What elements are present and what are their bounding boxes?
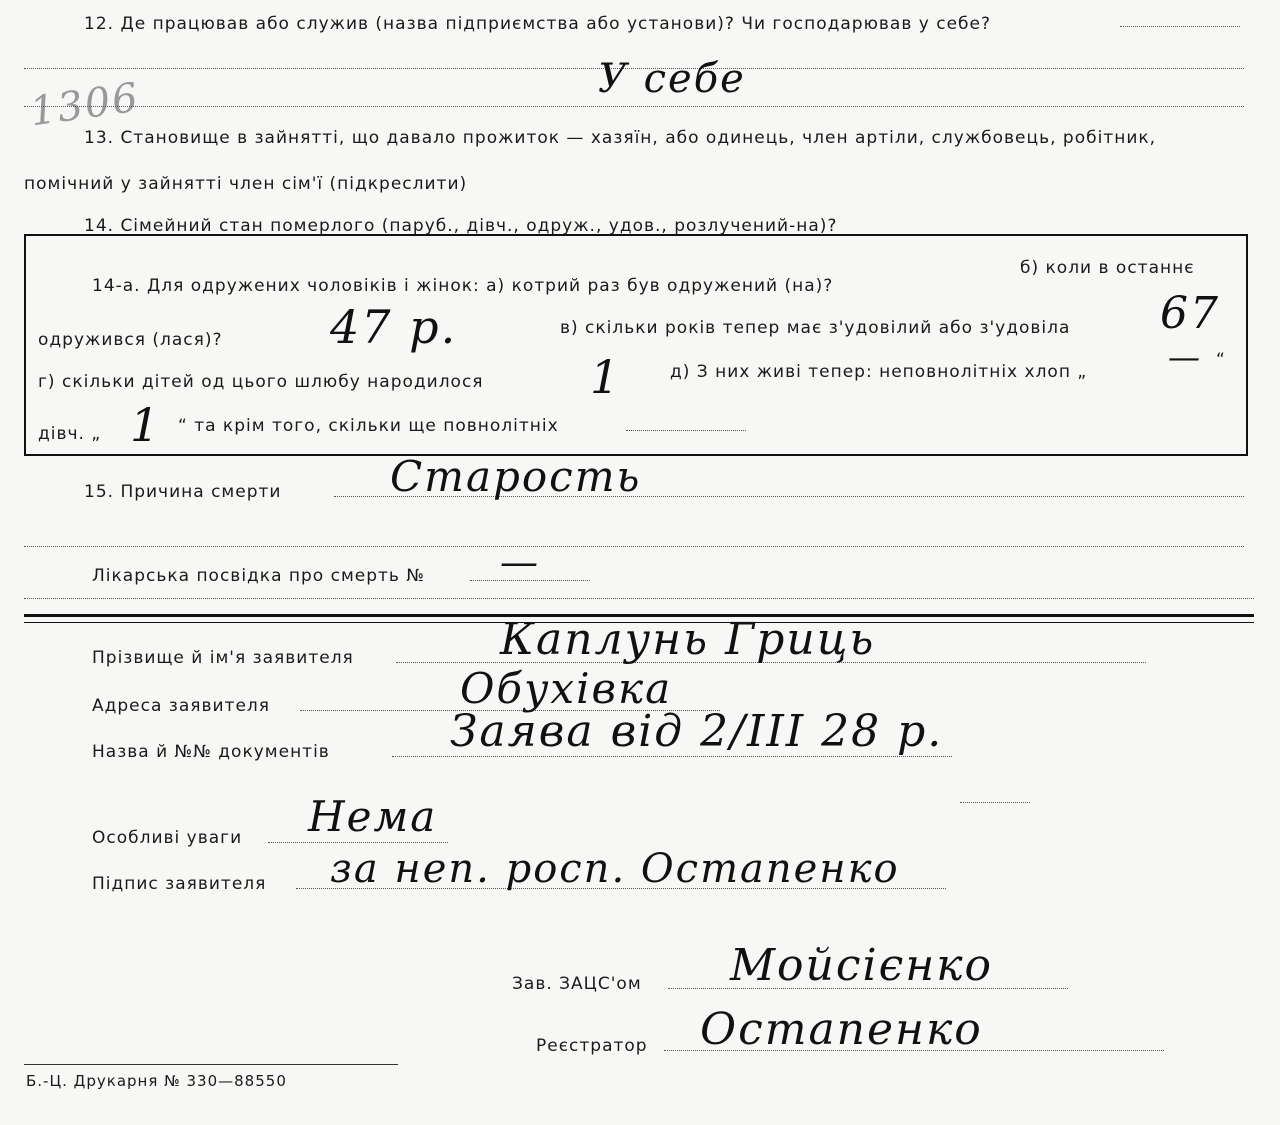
margin-number: 1306 <box>27 74 143 136</box>
q12-answer-line-2 <box>24 106 1244 107</box>
medical-cert-label: Лікарська посвідка про смерть № <box>92 566 426 586</box>
section-divider-dots <box>24 598 1254 599</box>
registrar-label: Реєстратор <box>536 1036 648 1056</box>
q14a-line2a: одружився (лася)? <box>38 330 223 350</box>
documents-answer: Заява від 2/III 28 р. <box>450 706 944 757</box>
applicant-address-answer: Обухівка <box>460 664 673 713</box>
q14a-line4a: дівч. „ <box>38 424 102 444</box>
applicant-address-label: Адреса заявителя <box>92 696 271 716</box>
head-signature: Мойсієнко <box>730 940 993 991</box>
applicant-name-answer: Каплунь Гриць <box>500 614 876 665</box>
q14a-line4b: “ та крім того, скільки ще повнолітніх <box>178 416 559 436</box>
registrar-signature: Остапенко <box>700 1004 983 1055</box>
certificate-answer: — <box>500 540 540 584</box>
special-notes-line <box>268 842 448 843</box>
applicant-signature-label: Підпис заявителя <box>92 874 267 894</box>
q14a-line1: 14-а. Для одружених чоловіків і жінок: а) котрий раз був одружений (на)? <box>92 276 834 296</box>
q12-dots <box>1120 26 1240 27</box>
special-notes-answer: Нема <box>308 792 438 841</box>
q15-answer-line-2 <box>24 546 1244 547</box>
q14-label: 14. Сімейний стан померлого (паруб., дівч., одруж., удов., розлучений-на)? <box>84 216 838 236</box>
children-born-answer: 1 <box>590 350 622 404</box>
married-at-answer: 47 р. <box>330 300 458 354</box>
printer-imprint: Б.-Ц. Друкарня № 330—88550 <box>26 1072 287 1090</box>
sons-minor-answer: — <box>1168 338 1202 376</box>
q13-label-line1: 13. Становище в зайнятті, що давало прожиток — хазяїн, або одинець, член артіли, службовець, робітник, <box>84 128 1157 148</box>
applicant-name-label: Прізвище й ім'я заявителя <box>92 648 354 668</box>
q14a-line1b: б) коли в останнє <box>1020 258 1195 278</box>
q12-label: 12. Де працював або служив (назва підприємства або установи)? Чи господарював у себе? <box>84 14 991 34</box>
q13-label-line2: помічний у зайнятті член сім'ї (підкреслити) <box>24 174 468 194</box>
footer-rule <box>24 1064 398 1065</box>
head-label: Зав. ЗАЦС'ом <box>512 974 642 994</box>
workplace-answer: У себе <box>598 56 746 102</box>
cert-dots <box>470 580 590 581</box>
daughters-answer: 1 <box>130 398 162 452</box>
cause-of-death-answer: Старость <box>390 452 642 501</box>
documents-label: Назва й №№ документів <box>92 742 330 762</box>
q14a-line2b: в) скільки років тепер має з'удовілий або з'удовіла <box>560 318 1071 338</box>
applicant-signature-answer: за неп. росп. Остапенко <box>330 846 900 892</box>
documents-tail-dots <box>960 802 1030 803</box>
special-notes-label: Особливі уваги <box>92 828 243 848</box>
q15-label: 15. Причина смерти <box>84 482 282 502</box>
q14a-line3c: “ <box>1216 350 1226 370</box>
q14a-line3b: д) З них живі тепер: неповнолітніх хлоп „ <box>670 362 1088 382</box>
q14a-adults-dots <box>626 430 746 431</box>
q14a-line3a: г) скільки дітей од цього шлюбу народилося <box>38 372 484 392</box>
age-widowed-answer: 67 <box>1160 288 1220 339</box>
